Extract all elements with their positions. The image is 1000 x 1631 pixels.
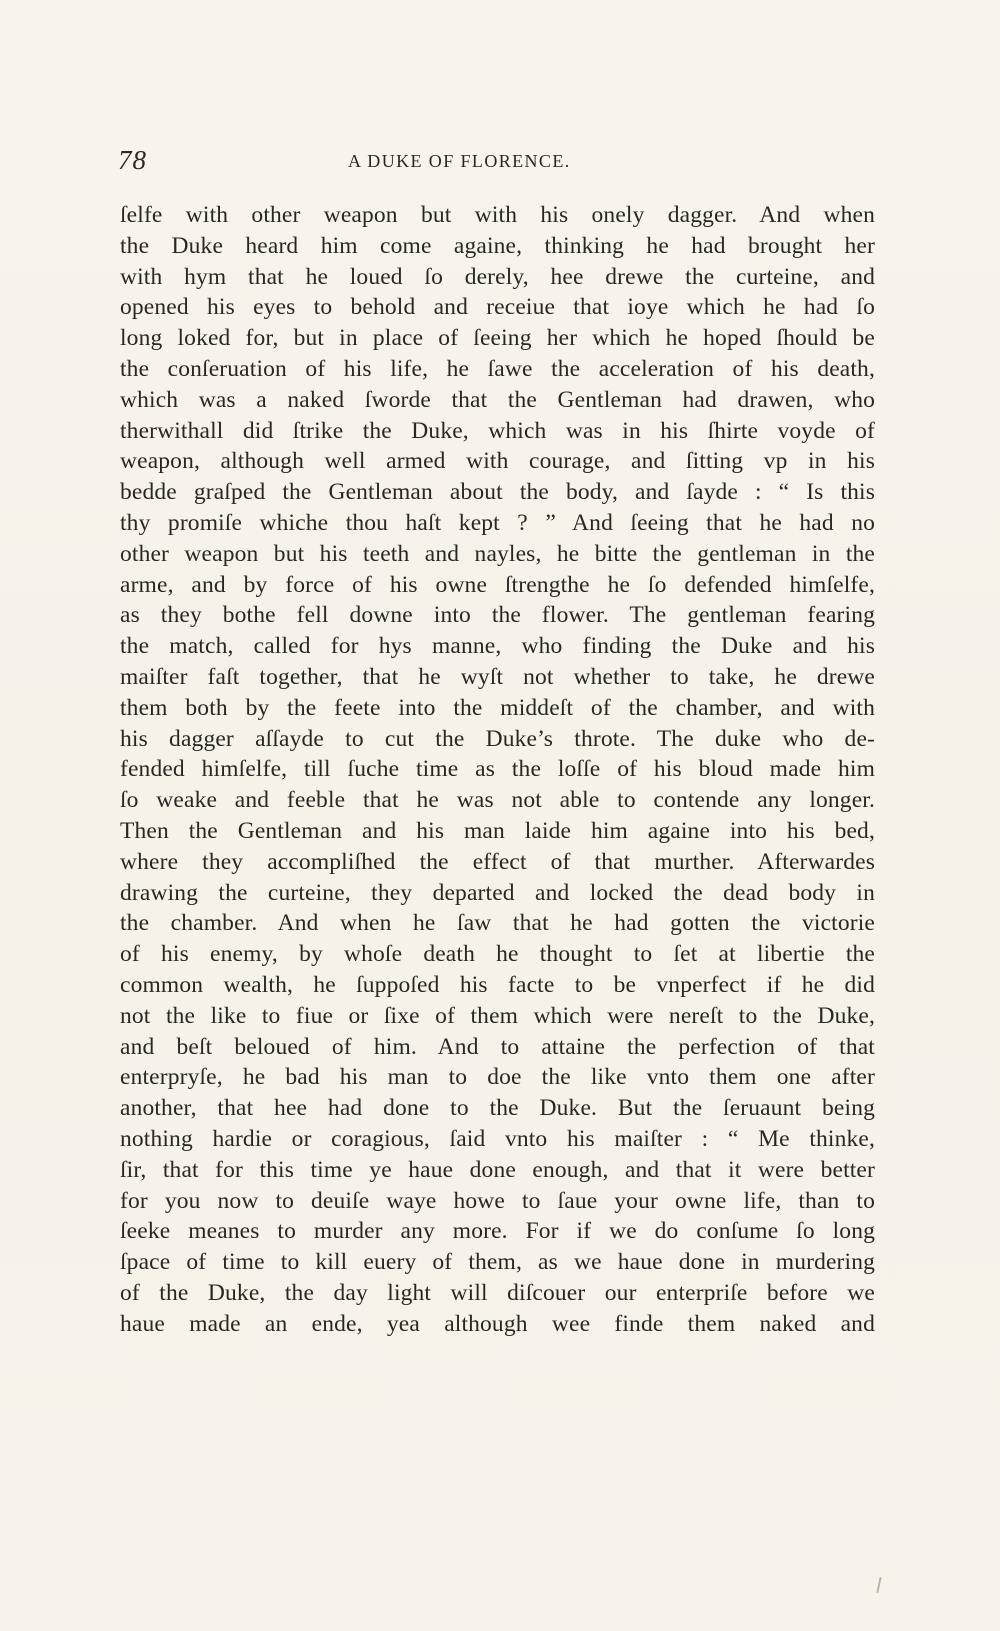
text-line: ſeeke meanes to murder any more. For if we do conſume ſo long <box>120 1218 875 1245</box>
text-line: ſir, that for this time ye haue done enough, and that it were better <box>120 1156 875 1183</box>
text-line: enterpryſe, he bad his man to doe the like vnto them one after <box>120 1064 875 1091</box>
text-line: common wealth, he ſuppoſed his facte to be vnperfect if he did <box>120 971 875 998</box>
text-line: opened his eyes to behold and receiue that ioye which he had ſo <box>120 294 875 321</box>
body-text <box>120 200 875 1339</box>
text-line: long loked for, but in place of ſeeing her which he hoped ſhould be <box>120 325 875 352</box>
text-line: with hym that he loued ſo derely, hee drewe the curteine, and <box>120 263 875 290</box>
text-line: arme, and by force of his owne ſtrengthe he ſo defended himſelfe, <box>120 571 875 598</box>
text-line: of his enemy, by whoſe death he thought to ſet at libertie the <box>120 941 875 968</box>
text-line: the chamber. And when he ſaw that he had gotten the victorie <box>120 910 875 937</box>
text-line: of the Duke, the day light will diſcouer our enterpriſe before we <box>120 1279 875 1306</box>
text-line: the Duke heard him come againe, thinking he had brought her <box>120 232 875 259</box>
page-number: 78 <box>118 145 147 175</box>
text-line: for you now to deuiſe waye howe to ſaue your owne life, than to <box>120 1187 875 1214</box>
running-head <box>118 144 878 184</box>
text-line: bedde graſped the Gentleman about the body, and ſayde : “ Is this <box>120 479 875 506</box>
text-line: not the like to fiue or ſixe of them which were nereſt to the Duke, <box>120 1002 875 1029</box>
text-line: his dagger aſſayde to cut the Duke’s throte. The duke who de- <box>120 725 875 752</box>
text-line: fended himſelfe, till ſuche time as the loſſe of his bloud made him <box>120 756 875 783</box>
text-line: therwithall did ſtrike the Duke, which was in his ſhirte voyde of <box>120 417 875 444</box>
text-line: weapon, although well armed with courage, and ſitting vp in his <box>120 448 875 475</box>
text-line: as they bothe fell downe into the flower. The gentleman fearing <box>120 602 875 629</box>
running-title: A DUKE OF FLORENCE. <box>348 151 571 171</box>
text-line: drawing the curteine, they departed and locked the dead body in <box>120 879 875 906</box>
text-line: Then the Gentleman and his man laide him againe into his bed, <box>120 817 875 844</box>
text-line: them both by the feete into the middeſt of the chamber, and with <box>120 694 875 721</box>
text-line: the conſeruation of his life, he ſawe the acceleration of his death, <box>120 355 875 382</box>
text-line: the match, called for hys manne, who finding the Duke and his <box>120 633 875 660</box>
margin-pencil-mark <box>876 1577 881 1593</box>
text-line: thy promiſe whiche thou haſt kept ? ” And ſeeing that he had no <box>120 509 875 536</box>
text-line: which was a naked ſworde that the Gentleman had drawen, who <box>120 386 875 413</box>
text-line: nothing hardie or coragious, ſaid vnto his maiſter : “ Me thinke, <box>120 1125 875 1152</box>
text-line: another, that hee had done to the Duke. But the ſeruaunt being <box>120 1095 875 1122</box>
text-line: where they accompliſhed the effect of that murther. Afterwardes <box>120 848 875 875</box>
text-line: haue made an ende, yea although wee finde them naked and <box>120 1310 875 1337</box>
text-line: other weapon but his teeth and nayles, he bitte the gentleman in the <box>120 540 875 567</box>
text-line: ſelfe with other weapon but with his onely dagger. And when <box>120 202 875 228</box>
text-line: ſpace of time to kill euery of them, as we haue done in murdering <box>120 1249 875 1276</box>
text-line: ſo weake and feeble that he was not able to contende any longer. <box>120 787 875 814</box>
text-line: maiſter faſt together, that he wyſt not whether to take, he drewe <box>120 663 875 690</box>
text-line: and beſt beloued of him. And to attaine the perfection of that <box>120 1033 875 1060</box>
